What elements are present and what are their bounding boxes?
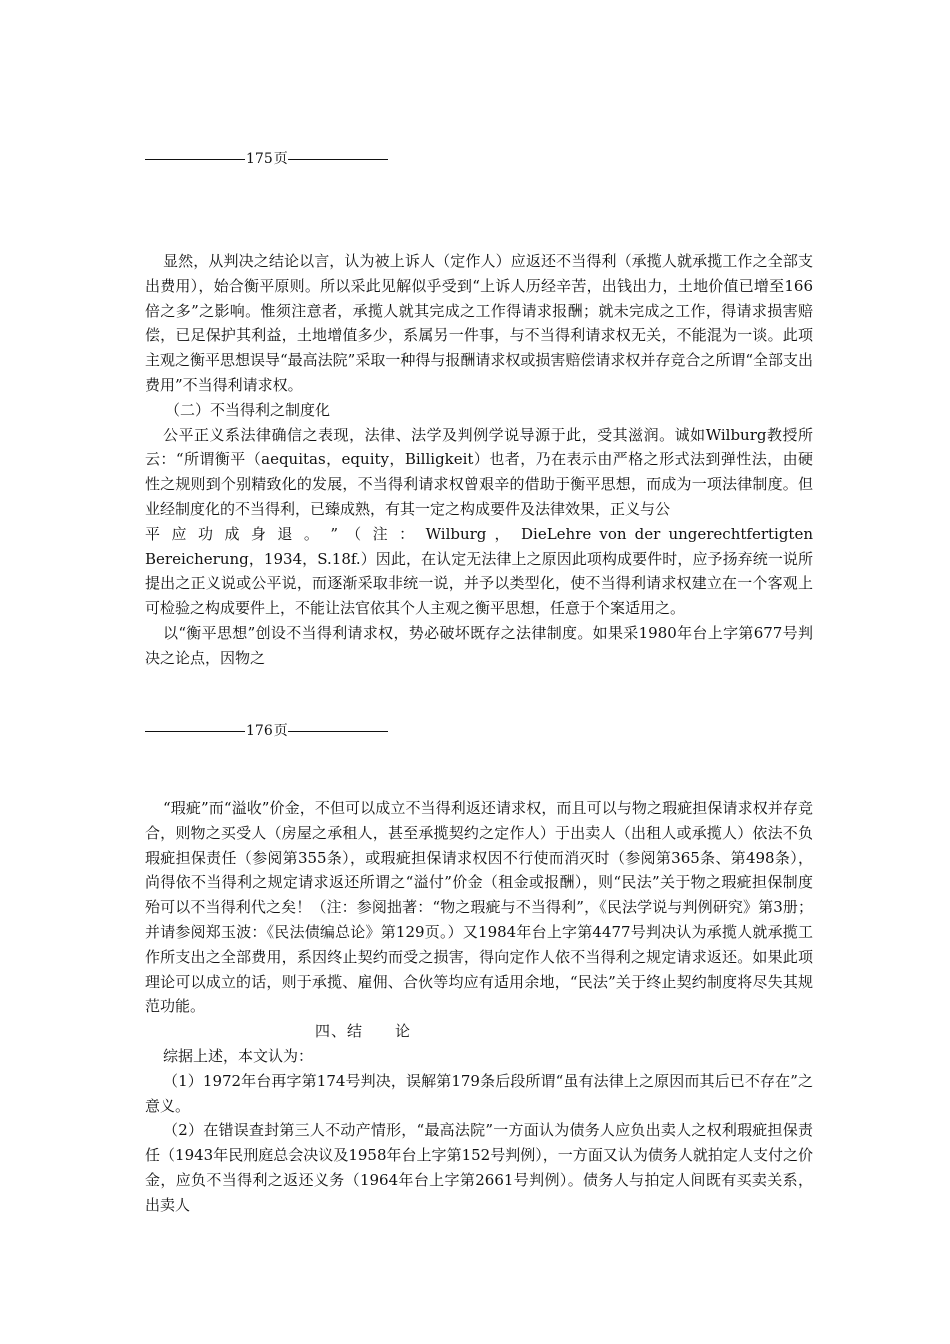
page-number: 175: [246, 151, 273, 167]
page-unit: 页: [273, 723, 288, 739]
page-number: 176: [246, 723, 273, 739]
conclusion-item-2: （2）在错误查封第三人不动产情形，“最高法院”一方面认为债务人应负出卖人之权利瑕疵担保责任（1943年民刑庭总会决议及1958年台上字第152号判例），一方面又认为债务人就拍定人支付之价金，应负不当得利之返还义务（1964年台上字第2661号判例）。债务人与拍定人间既有买卖关系，出卖人: [145, 1121, 813, 1214]
divider-line-right: [288, 159, 388, 160]
paragraph-defect-overpayment: “瑕疵”而“溢收”价金，不但可以成立不当得利返还请求权，而且可以与物之瑕疵担保请求权并存竞合，则物之买受人（房屋之承租人，甚至承揽契约之定作人）于出卖人（出租人或承揽人）依法不负瑕疵担保责任（参阅第355条），或瑕疵担保请求权因不行使而消灭时（参阅第365条、第498条），尚得依不当得利之规定请求返还所谓之“溢付”价金（租金或报酬），则“民法”关于物之瑕疵担保制度殆可以不当得利代之矣！（注：参阅拙著：“物之瑕疵与不当得利”，《民法学说与判例研究》第3册；并请参阅郑玉波：《民法债编总论》第129页。）又1984年台上字第4477号判决认为承揽人就承揽工作所支出之全部费用，系因终止契约而受之损害，得向定作人依不当得利之规定请求返还。如果此项理论可以成立的话，则于承揽、雇佣、合伙等均应有适用余地，“民法”关于终止契约制度将尽失其规范功能。: [145, 799, 813, 1016]
paragraph-equity-thought: 以“衡平思想”创设不当得利请求权，势必破坏既存之法律制度。如果采1980年台上字第677号判决之论点，因物之: [145, 623, 813, 667]
divider-line-left: [145, 731, 245, 732]
section-175-body: [145, 249, 813, 671]
section-176-body: [145, 796, 813, 1218]
section-heading-conclusion: 四、结 论: [315, 1022, 412, 1041]
conclusion-item-1: （1）1972年台再字第174号判决，误解第179条后段所谓“虽有法律上之原因而其后已不存在”之意义。: [145, 1071, 813, 1115]
page-unit: 页: [273, 151, 288, 167]
section-heading-institutionalization: （二）不当得利之制度化: [165, 400, 331, 419]
paragraph-fairness-justice-b: 平 应 功 成 身 退 。 ” （ 注 ： Wilburg ， DieLehre von der ungerechtfertigten: [145, 524, 813, 543]
paragraph-fairness-justice-a: 公平正义系法律确信之表现，法律、法学及判例学说导源于此，受其滋润。诚如Wilburg教授所云：“所谓衡平（aequitas，equity，Billigkeit）也者，乃在表示由严格之形式法到弹性法，由硬性之规则到个别精致化的发展，不当得利请求权曾艰辛的借助于衡平思想，而成为一项法律制度。但业经制度化的不当得利，已臻成熟，有其一定之构成要件及法律效果，正义与公: [145, 425, 813, 518]
page-marker-176: [145, 722, 388, 740]
paragraph-fairness-justice-c: Bereicherung，1934，S.18f.）因此，在认定无法律上之原因此项构成要件时，应予扬弃统一说所提出之正义说或公平说，而逐渐采取非统一说，并予以类型化，使不当得利请求权建立在一个客观上可检验之构成要件上，不能让法官依其个人主观之衡平思想，任意于个案适用之。: [145, 549, 813, 618]
divider-line-right: [288, 731, 388, 732]
paragraph-equity-conclusion: 显然，从判决之结论以言，认为被上诉人（定作人）应返还不当得利（承揽人就承揽工作之全部支出费用），始合衡平原则。所以采此见解似乎受到“上诉人历经辛苦，出钱出力，土地价值已增至166倍之多”之影响。惟须注意者，承揽人就其完成之工作得请求报酬；就未完成之工作，得请求损害赔偿，已足保护其利益，土地增值多少，系属另一件事，与不当得利请求权无关，不能混为一谈。此项主观之衡平思想误导“最高法院”采取一种得与报酬请求权或损害赔偿请求权并存竞合之所谓“全部支出费用”不当得利请求权。: [145, 252, 814, 394]
paragraph-conclusion-intro: 综据上述，本文认为：: [163, 1046, 314, 1065]
divider-line-left: [145, 159, 245, 160]
page-marker-175: [145, 150, 388, 168]
